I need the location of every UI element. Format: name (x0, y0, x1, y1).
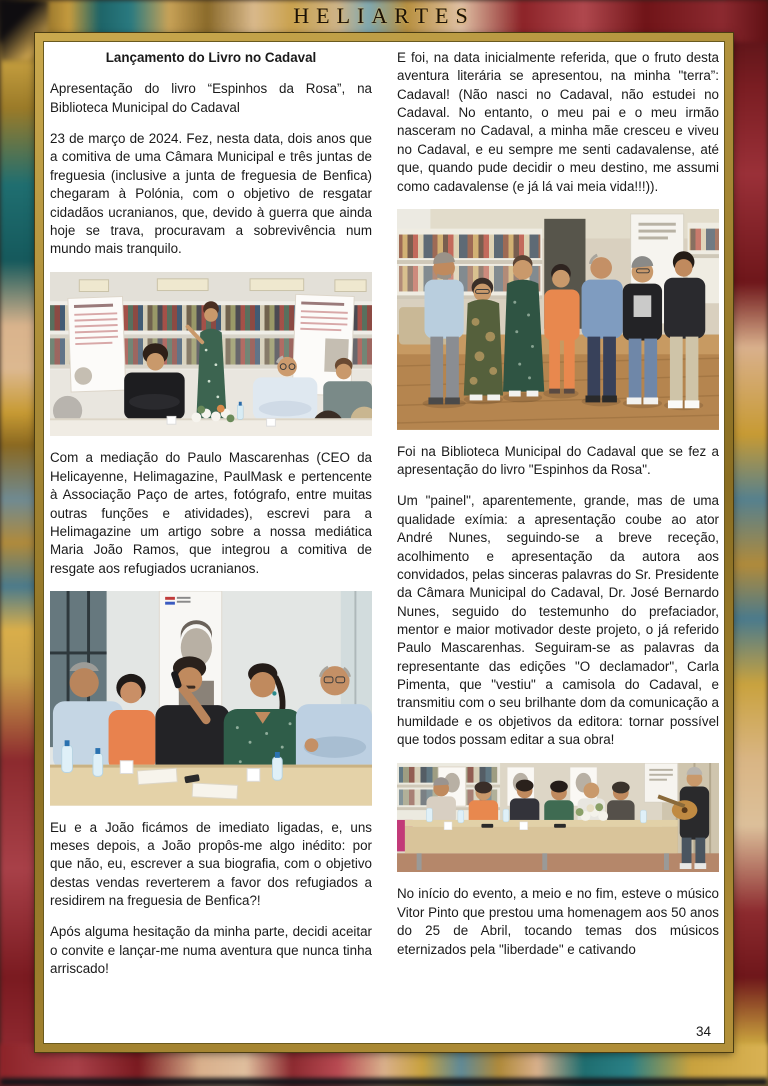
paragraph-subtitle: Apresentação do livro “Espinhos da Rosa”, na Biblioteca Municipal do Cadaval (50, 81, 372, 115)
page-content (43, 41, 725, 1044)
paragraph: Após alguma hesitação da minha parte, decidi aceitar o convite e lançar-me numa aventura que nunca tinha arriscado! (50, 924, 372, 977)
paragraph: 23 de março de 2024. Fez, nesta data, dois anos que a comitiva de uma Câmara Municipal e três juntas de freguesia (inclusive a junta de freguesia de Benfica) chegaram à Polónia, com o objetivo de resgatar cidadãos ucranianos, que, devido à guerra que ainda hoje se trava, procuravam a sobrevivência num mundo mais tranquilo. (50, 131, 372, 257)
paragraph: E foi, na data inicialmente referida, que o fruto desta aventura literária se apresentou, na minha "terra”: Cadaval! (Não nasci no Cadaval, não estudei no Cadaval. No entanto, o meu pai e o meu irmão nasceram no Cadaval, a minha mãe cresceu e viveu no Cadaval, e eu sempre me senti cadavalense, até que, quando pude decidir o meu destino, me assumi como cadavalense (e já lá vai meia vida!!!)). (397, 50, 719, 194)
border-art-bottom-edge (0, 1078, 768, 1086)
article-title: Lançamento do Livro no Cadaval (105, 50, 317, 65)
photo-library-presentation (50, 272, 372, 437)
page-frame (35, 33, 733, 1052)
paragraph: No início do evento, a meio e no fim, esteve o músico Vitor Pinto que prestou uma homenagem aos 50 anos do 25 de Abril, tocando temas dos músicos eternizados pela "liberdade" e cativando (397, 886, 719, 957)
paragraph: Foi na Biblioteca Municipal do Cadaval que se fez a apresentação do livro "Espinhos da Rosa". (397, 443, 719, 478)
right-column (397, 49, 719, 992)
photo-panel-closeup (50, 591, 372, 806)
paragraph: Um "painel", aparentemente, grande, mas de uma qualidade exímia: a apresentação coube ao ator André Nunes, seguindo-se a breve receção, acolhimento e apresentação da autora aos convidados, pelas sinceras palavras do Sr. Presidente da Câmara Municipal do Cadaval, Dr. José Bernardo Nunes, seguido do testemunho do prefaciador, mentor e maior motivador deste projeto, o já referido Paulo Mascarenhas. Seguiram-se as palavras da representante das edições "O declamador", Carla Pimenta, que "vestiu" a camisola do Cadaval, e transmitiu com o seu brilhante dom da comunicação a humildade e os objetivos da editora: tornar possível que todos possam editar a sua obra! (397, 493, 719, 748)
left-column (50, 49, 372, 992)
page-number: 34 (695, 1024, 711, 1039)
paragraph: Eu e a João ficámos de imediato ligadas, e, uns meses depois, a João propôs-me algo inédito: por que não, eu, escrever a sua biografia, com o objetivo destas vendas reverterem a favor dos refugiados a residirem na freguesia de Benfica?! (50, 819, 372, 909)
photo-group-standing (397, 209, 719, 430)
magazine-logo: HELIARTES (293, 3, 475, 28)
paragraph: Com a mediação do Paulo Mascarenhas (CEO da Helicayenne, Helimagazine, PaulMask e pertencente à Associação Paço de artes, fotógrafo, entre muitas outras funções e atividades), escrevi para a Helimagazine um artigo sobre a nossa mediática Maria João Ramos, que integrou a comitiva de resgate aos refugiados ucranianos. (50, 450, 372, 576)
photo-table-musician (397, 763, 719, 873)
